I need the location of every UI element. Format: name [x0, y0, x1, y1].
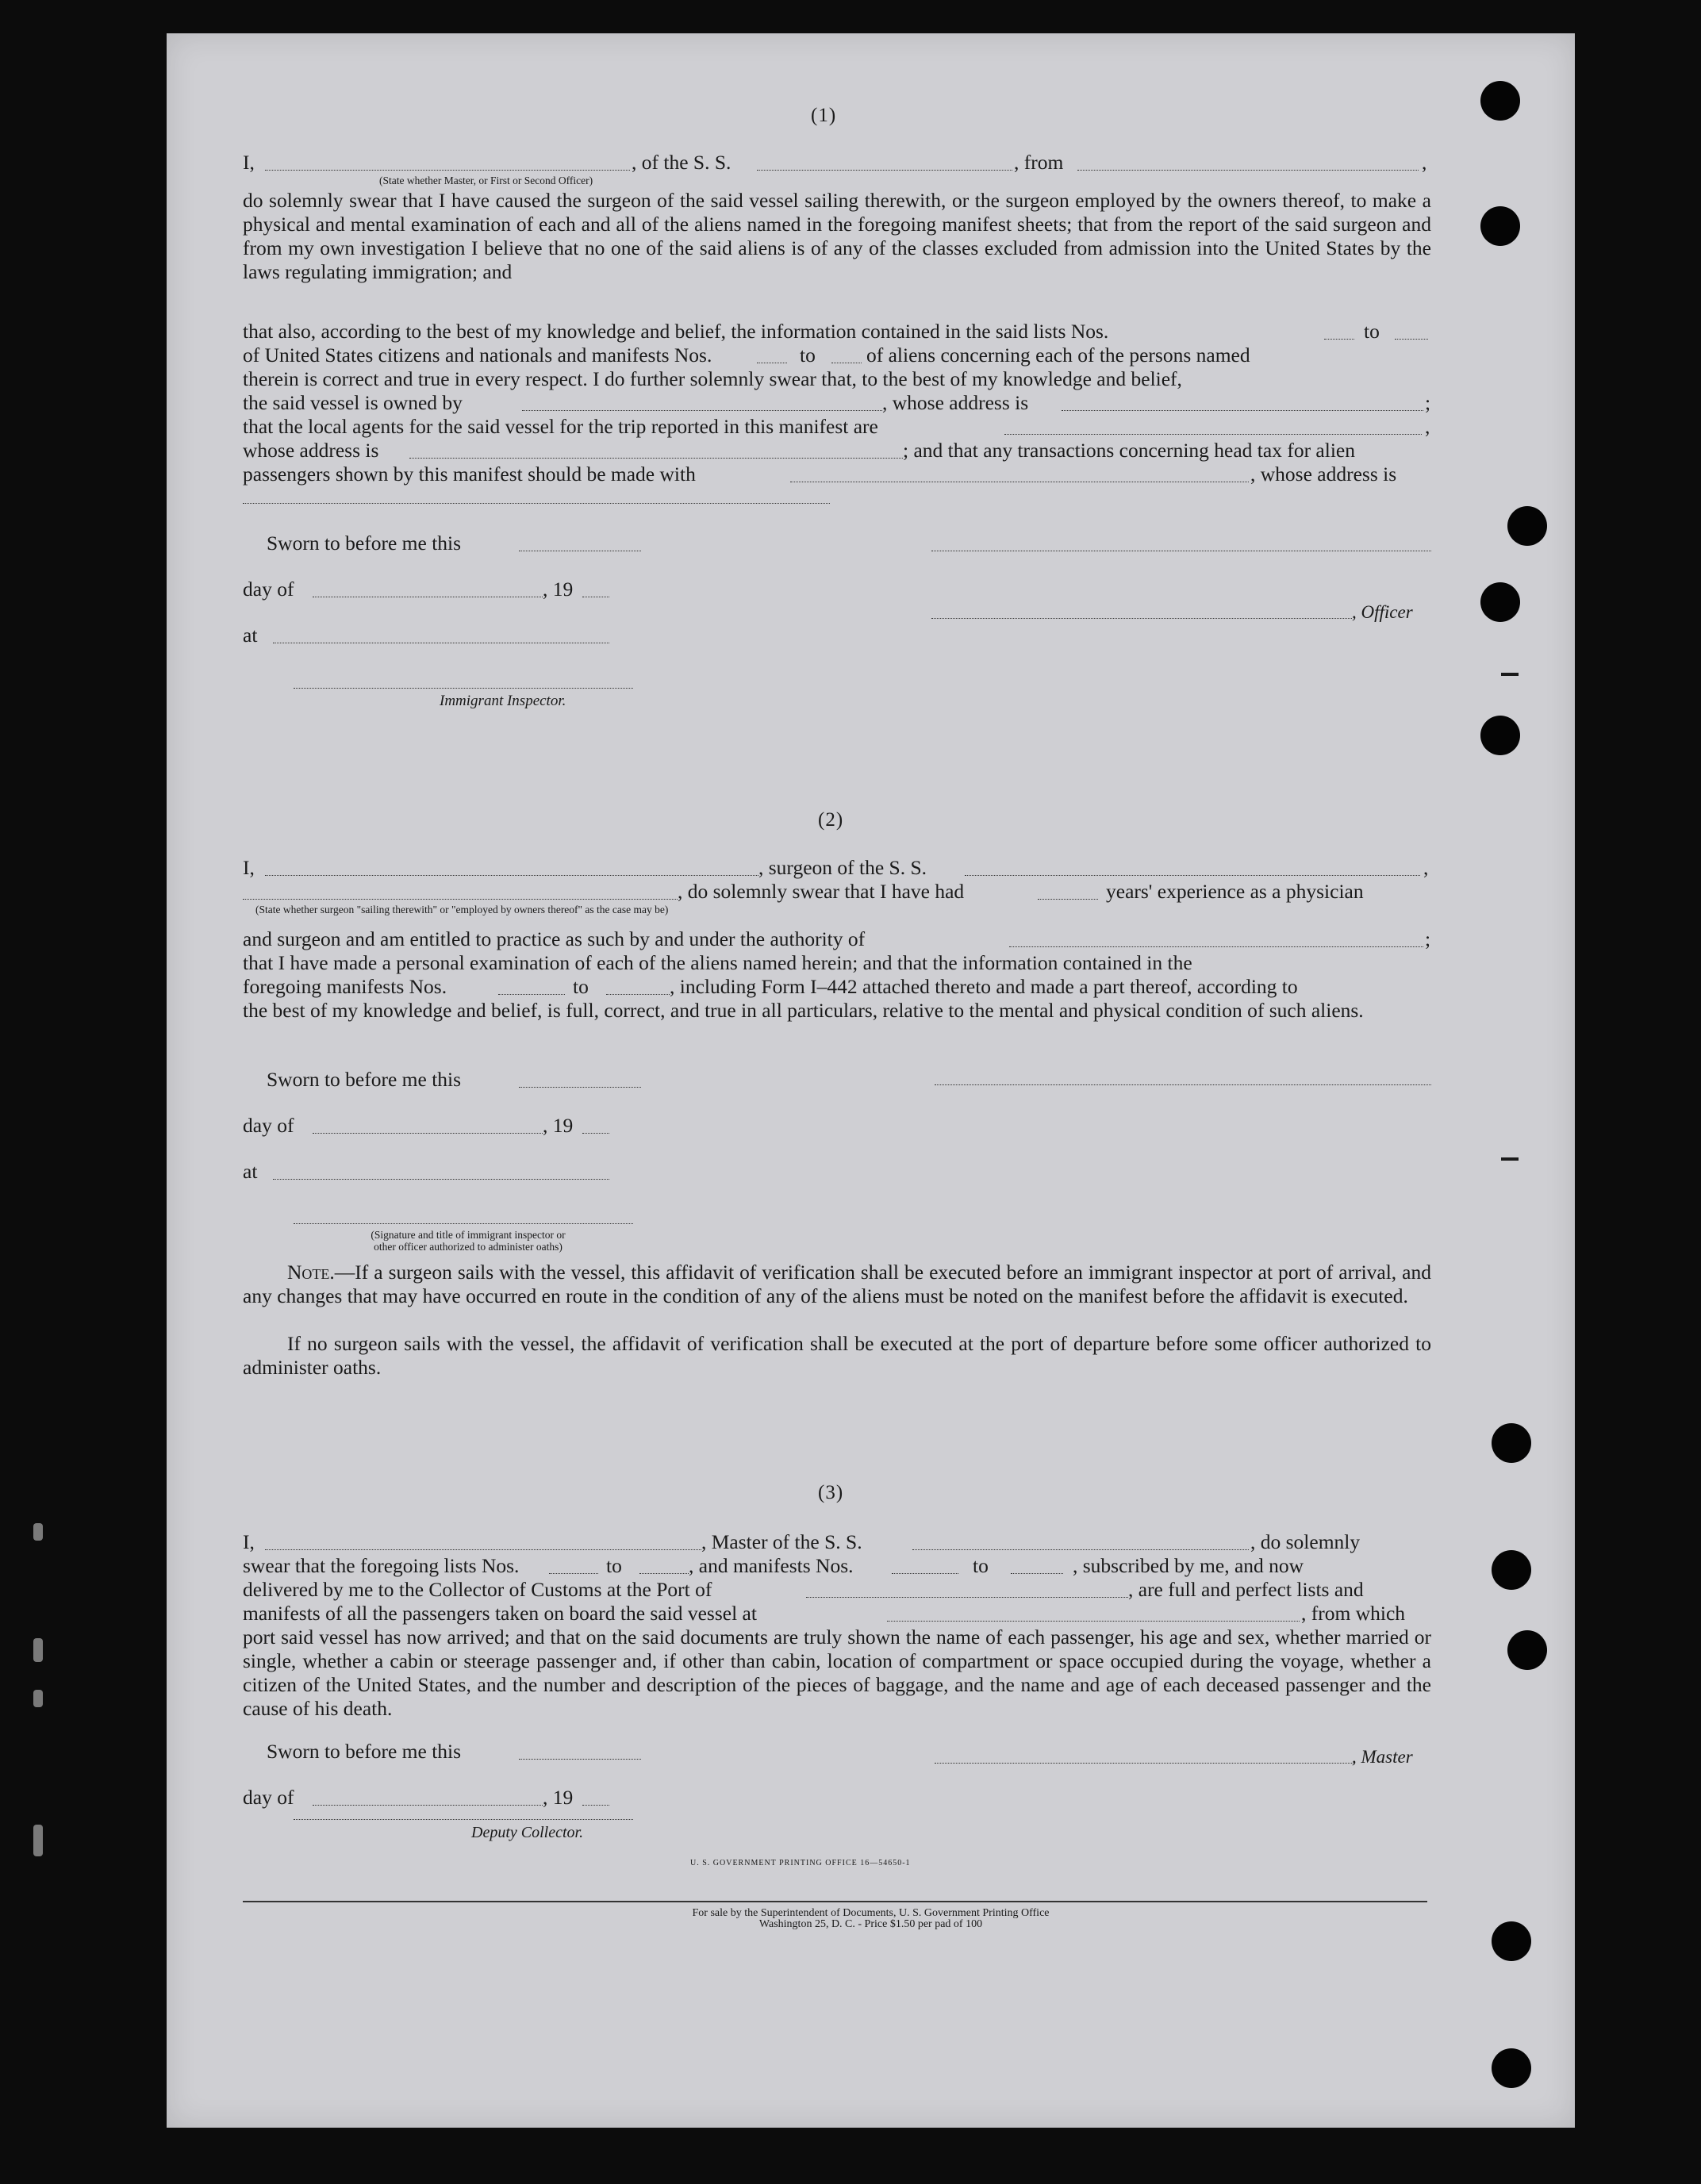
scan-edge-mark: [33, 1825, 43, 1856]
surgeon-of-ss-label: , surgeon of the S. S.: [758, 856, 927, 879]
at-label: at: [243, 624, 258, 647]
head-tax-address-blank[interactable]: [243, 503, 830, 504]
vessel-name-blank[interactable]: [757, 170, 1012, 171]
day-of-label: day of: [243, 578, 294, 601]
correct-line: therein is correct and true in every respect. I do further solemnly swear that, to the best of my knowledge and belief,: [243, 367, 1182, 390]
year-label: , 19: [543, 578, 574, 601]
year-blank[interactable]: [582, 1805, 609, 1806]
passengers-line-rest: , whose address is: [1250, 463, 1397, 486]
month-blank[interactable]: [313, 1133, 543, 1134]
punch-hole: [1492, 2048, 1531, 2088]
manifests-text: , and manifests Nos.: [689, 1554, 854, 1577]
board-text: manifests of all the passengers taken on board the said vessel at: [243, 1602, 757, 1625]
exam-line: that I have made a personal examination of each of the aliens named herein; and that the information contained in the: [243, 951, 1192, 974]
owner-address-blank[interactable]: [1062, 410, 1423, 411]
officer-label: , Officer: [1352, 602, 1413, 622]
to-label: to: [573, 975, 589, 998]
officer-signature-line-2[interactable]: [931, 618, 1352, 619]
sale-notice-1: For sale by the Superintendent of Documents, U. S. Government Printing Office: [692, 1907, 1050, 1919]
scan-edge-mark: [33, 1523, 43, 1541]
semicolon: ;: [1425, 391, 1431, 414]
master-signature-line[interactable]: [935, 1763, 1354, 1764]
footer-rule: [243, 1901, 1427, 1902]
foregoing-text: foregoing manifests Nos.: [243, 975, 447, 998]
month-blank[interactable]: [313, 1805, 543, 1806]
note-paragraph-2: If no surgeon sails with the vessel, the affidavit of verification shall be executed at the port of departure before some officer authorized to administer oaths.: [243, 1332, 1431, 1379]
sworn-label: Sworn to before me this: [267, 532, 462, 555]
note-text: —If a surgeon sails with the vessel, this affidavit of verification shall be executed before an immigrant inspector at port of arrival, and any changes that may have occurred en route in the condition of any of the aliens must be noted on the manifest before the affidavit is executed.: [243, 1261, 1431, 1307]
section-2-number: (2): [818, 809, 844, 831]
subscribed-text: , subscribed by me, and now: [1073, 1554, 1304, 1577]
scan-edge-mark: [33, 1638, 43, 1662]
from-port-blank[interactable]: [1077, 170, 1419, 171]
foregoing-rest: , including Form I–442 attached thereto and made a part thereof, according to: [670, 975, 1298, 998]
from-which-text: , from which: [1301, 1602, 1406, 1625]
swear-text: , do solemnly swear that I have had: [678, 880, 965, 903]
punch-hole: [1480, 582, 1520, 622]
section-1-body: do solemnly swear that I have caused the surgeon of the said vessel sailing therewith, or the surgeon employed by the owners thereof, to make a physical and mental examination of each and all of the aliens named in the foregoing manifest sheets; that from the report of the said surgeon and from my own investigation I believe that no one of the said aliens is of any of the classes excluded from admission into the United States by the laws regulating immigration; and: [243, 189, 1431, 283]
year-label: , 19: [543, 1786, 574, 1809]
scan-edge-mark: [33, 1690, 43, 1707]
to-label: to: [1364, 320, 1380, 343]
year-label: , 19: [543, 1114, 574, 1137]
master-name-blank[interactable]: [265, 1549, 701, 1550]
surgeon-signature-line[interactable]: [935, 1084, 1431, 1085]
day-of-label: day of: [243, 1786, 294, 1809]
sworn-label: Sworn to before me this: [267, 1740, 462, 1763]
years-text: years' experience as a physician: [1106, 880, 1364, 903]
day-of-label: day of: [243, 1114, 294, 1137]
officer-name-blank[interactable]: [265, 170, 630, 171]
master-vessel-blank[interactable]: [912, 1549, 1249, 1550]
sworn-day-blank[interactable]: [519, 1759, 641, 1760]
note-paragraph: [243, 1261, 1431, 1308]
lists-to-blank[interactable]: [1395, 339, 1428, 340]
lists-from-blank[interactable]: [1324, 339, 1354, 340]
edge-mark: [1501, 673, 1519, 676]
do-solemnly-text: , do solemnly: [1250, 1530, 1361, 1553]
punch-hole: [1507, 506, 1547, 546]
authority-blank[interactable]: [1009, 946, 1423, 947]
printing-office-imprint: U. S. GOVERNMENT PRINTING OFFICE 16—54650-1: [690, 1859, 911, 1867]
section-3-number: (3): [818, 1482, 844, 1503]
from-label: , from: [1014, 151, 1064, 174]
comma: ,: [1425, 415, 1430, 438]
perfect-lists-text: , are full and perfect lists and: [1128, 1578, 1364, 1601]
owner-blank[interactable]: [522, 410, 882, 411]
foregoing-from-blank[interactable]: [498, 994, 565, 995]
section-1-number: (1): [811, 105, 837, 126]
sworn-day-blank[interactable]: [519, 1087, 641, 1088]
section-2-body-end: the best of my knowledge and belief, is full, correct, and true in all particulars, relative to the mental and physical condition of such aliens.: [243, 999, 1364, 1022]
lists-line-text: that also, according to the best of my knowledge and belief, the information contained in the said lists Nos.: [243, 320, 1109, 343]
note-label: Note.: [287, 1261, 335, 1284]
officer-rank-note: (State whether Master, or First or Second Officer): [379, 175, 593, 186]
years-blank[interactable]: [1038, 899, 1098, 900]
comma: ,: [1422, 151, 1427, 174]
punch-hole: [1492, 1921, 1531, 1961]
i-label: I,: [243, 1530, 255, 1553]
section-3-body: port said vessel has now arrived; and that on the said documents are truly shown the name of each passenger, his age and sex, whether married or single, whether a cabin or steerage passenger and, if other than cabin, location of compartment or space occupied during the voyage, whether a citizen of the United States, and the number and description of the pieces of baggage, and the name and age of each deceased passenger and the cause of his death.: [243, 1626, 1431, 1720]
edge-mark: [1501, 1157, 1519, 1161]
punch-hole: [1480, 81, 1520, 121]
of-the-ss-label: , of the S. S.: [632, 151, 731, 174]
lists-text: swear that the foregoing lists Nos.: [243, 1554, 520, 1577]
whose-address-text: whose address is: [243, 439, 379, 462]
authority-text: and surgeon and am entitled to practice as such by and under the authority of: [243, 927, 866, 950]
form-page: [167, 33, 1575, 2128]
manifests-line-text: of United States citizens and nationals and manifests Nos.: [243, 344, 712, 367]
port-blank[interactable]: [806, 1597, 1128, 1598]
master-label: , Master: [1352, 1747, 1413, 1767]
manifests-line-rest: of aliens concerning each of the persons named: [866, 344, 1250, 367]
comma: ,: [1423, 856, 1429, 879]
punch-hole: [1507, 1630, 1547, 1670]
boarding-port-blank[interactable]: [887, 1621, 1300, 1622]
agents-address-blank[interactable]: [409, 458, 903, 459]
deputy-collector-label: Deputy Collector.: [471, 1824, 584, 1841]
i-label: I,: [243, 856, 255, 879]
sale-notice-2: Washington 25, D. C. - Price $1.50 per pad of 100: [758, 1918, 983, 1930]
port-text: delivered by me to the Collector of Customs at the Port of: [243, 1578, 712, 1601]
manifests-from-blank[interactable]: [892, 1573, 958, 1574]
inspector-label: Immigrant Inspector.: [440, 693, 566, 709]
inspector-signature-line[interactable]: [294, 688, 633, 689]
signature-note-2: other officer authorized to administer oaths): [374, 1241, 563, 1253]
punch-hole: [1492, 1423, 1531, 1463]
punch-hole: [1492, 1550, 1531, 1590]
owner-address-label: , whose address is: [882, 391, 1029, 414]
year-blank[interactable]: [582, 1133, 609, 1134]
surgeon-vessel-blank[interactable]: [965, 875, 1420, 876]
manifests-to-blank[interactable]: [1011, 1573, 1063, 1574]
punch-hole: [1480, 206, 1520, 246]
owned-line-text: the said vessel is owned by: [243, 391, 463, 414]
agents-blank[interactable]: [1004, 434, 1422, 435]
lists-to-blank[interactable]: [639, 1573, 689, 1574]
agents-line-text: that the local agents for the said vessel for the trip reported in this manifest are: [243, 415, 878, 438]
surgeon-status-note: (State whether surgeon "sailing therewith" or "employed by owners thereof" as the case may be): [255, 904, 669, 915]
at-label: at: [243, 1160, 258, 1183]
i-label: I,: [243, 151, 255, 174]
whose-address-rest: ; and that any transactions concerning head tax for alien: [903, 439, 1355, 462]
master-of-ss-label: , Master of the S. S.: [701, 1530, 862, 1553]
deputy-signature-line[interactable]: [294, 1819, 633, 1820]
to-label: to: [973, 1554, 989, 1577]
foregoing-to-blank[interactable]: [606, 994, 670, 995]
lists-from-blank[interactable]: [549, 1573, 598, 1574]
sworn-label: Sworn to before me this: [267, 1068, 462, 1091]
surgeon-status-blank[interactable]: [243, 899, 678, 900]
punch-hole: [1480, 716, 1520, 755]
surgeon-name-blank[interactable]: [265, 875, 758, 876]
passengers-line-text: passengers shown by this manifest should be made with: [243, 463, 696, 486]
semicolon: ;: [1425, 927, 1431, 950]
signature-note-1: (Signature and title of immigrant inspector or: [371, 1229, 566, 1241]
to-label: to: [800, 344, 816, 367]
to-label: to: [606, 1554, 622, 1577]
place-blank[interactable]: [273, 1179, 609, 1180]
inspector-signature-line-2[interactable]: [294, 1223, 633, 1224]
